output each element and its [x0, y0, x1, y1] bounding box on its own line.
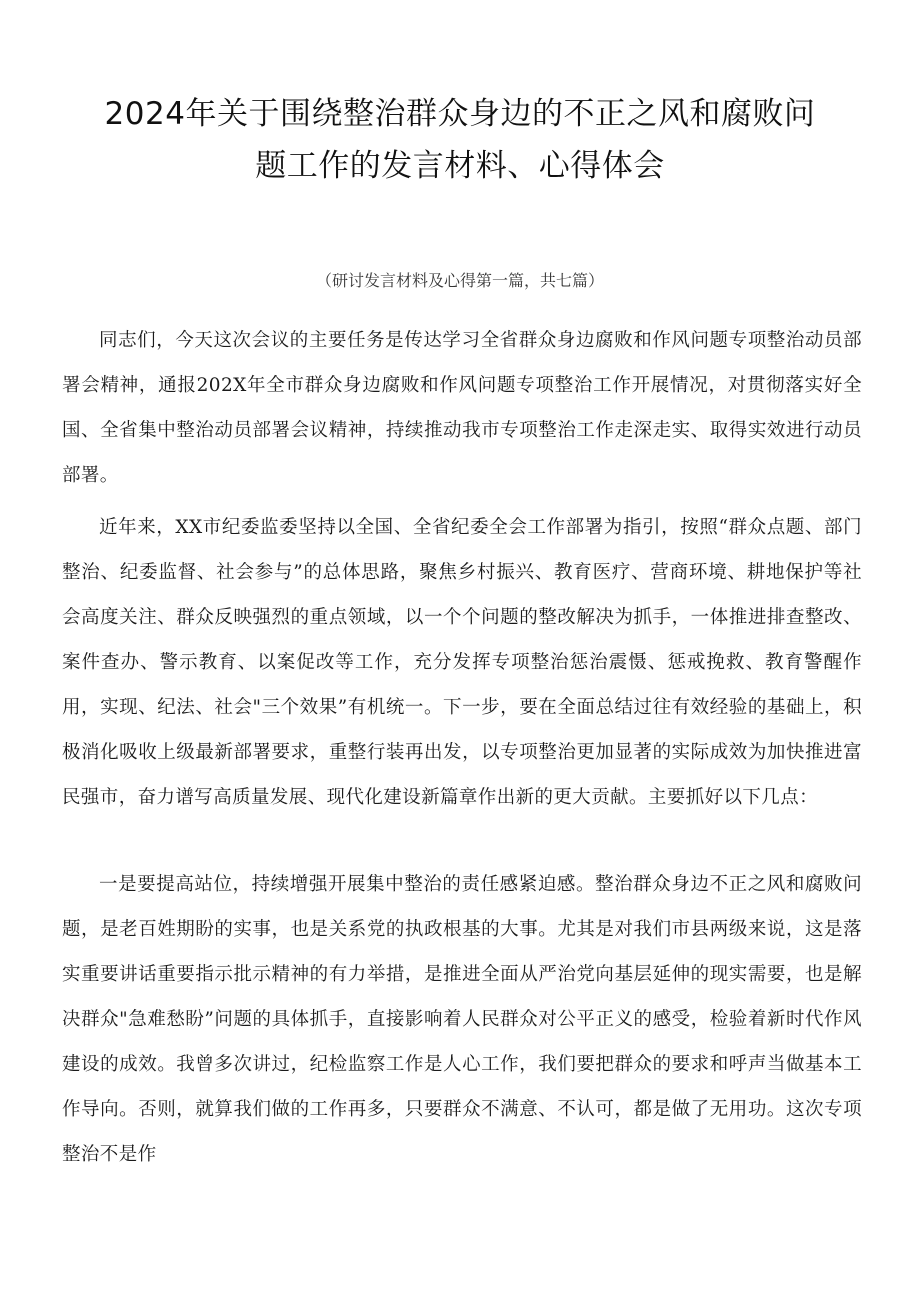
body-paragraph-3: 一是要提高站位，持续增强开展集中整治的责任感紧迫感。整治群众身边不正之风和腐败问题，是老百姓期盼的实事，也是关系党的执政根基的大事。尤其是对我们市县两级来说，这是落实重要讲话重要指示批示精神的有力举措，是推进全面从严治党向基层延伸的现实需要，也是解决群众"急难愁盼”问题的具体抓手，直接影响着人民群众对公平正义的感受，检验着新时代作风建设的成效。我曾多次讲过，纪检监察工作是人心工作，我们要把群众的要求和呼声当做基本工作导向。否则，就算我们做的工作再多，只要群众不满意、不认可，都是做了无用功。这次专项整治不是作 [62, 874, 862, 1165]
body-paragraph-2: 近年来，XX市纪委监委坚持以全国、全省纪委全会工作部署为指引，按照“群众点题、部门整治、纪委监督、社会参与”的总体思路，聚焦乡村振兴、教育医疗、营商环境、耕地保护等社会高度关注、群众反映强烈的重点领域，以一个个问题的整改解决为抓手，一体推进排查整改、案件查办、警示教育、以案促改等工作，充分发挥专项整治惩治震慑、惩戒挽救、教育警醒作用，实现、纪法、社会"三个效果”有机统一。下一步，要在全面总结过往有效经验的基础上，积极消化吸收上级最新部署要求，重整行装再出发，以专项整治更加显著的实际成效为加快推进富民强市，奋力谱写高质量发展、现代化建设新篇章作出新的更大贡献。主要抓好以下几点： [62, 517, 862, 808]
title-line-2: 题工作的发言材料、心得体会 [255, 148, 665, 184]
body-paragraph-1: 同志们，今天这次会议的主要任务是传达学习全省群众身边腐败和作风问题专项整治动员部署会精神，通报202X年全市群众身边腐败和作风问题专项整治工作开展情况，对贯彻落实好全国、全省集中整治动员部署会议精神，持续推动我市专项整治工作走深走实、取得实效进行动员部署。 [62, 330, 862, 486]
document-title [60, 88, 860, 192]
document-subtitle: （研讨发言材料及心得第一篇，共七篇） [315, 271, 604, 290]
title-line-1: 2024年关于围绕整治群众身边的不正之风和腐败问 [104, 96, 816, 132]
